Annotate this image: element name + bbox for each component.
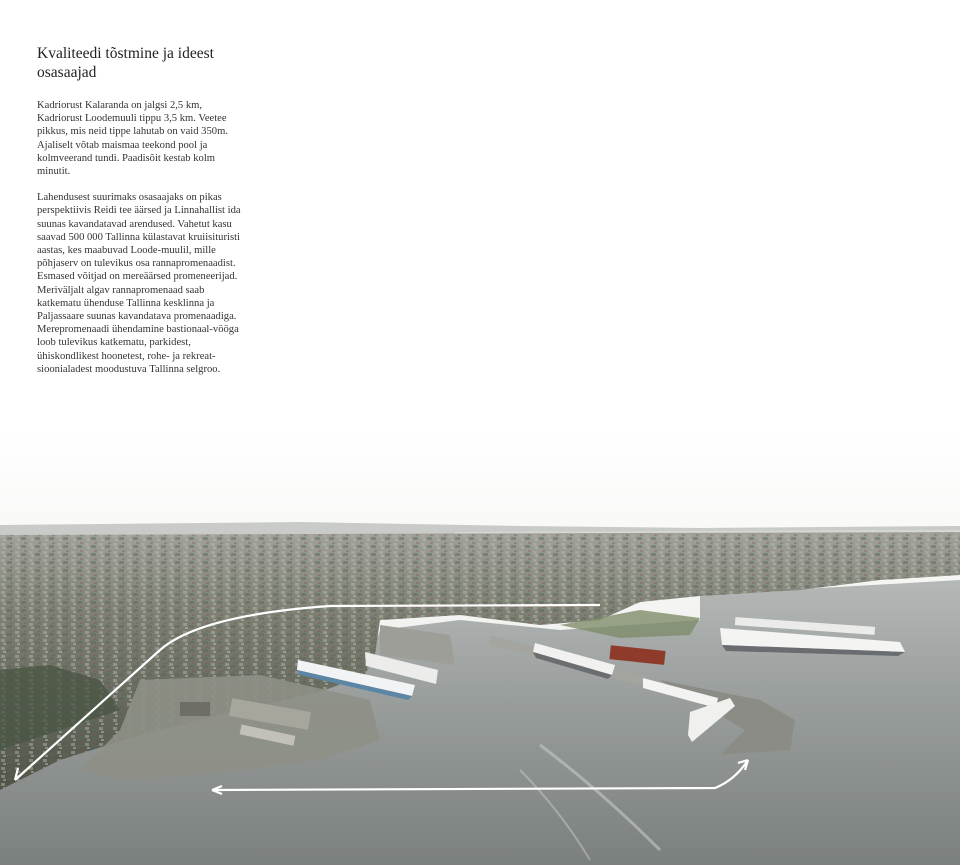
article-title: Kvaliteedi tõstmine ja ideest osasaajad xyxy=(37,45,214,81)
text-column xyxy=(37,44,242,389)
aerial-harbor-photo xyxy=(0,430,960,865)
paragraph-distances: Kadriorust Kalaranda on jalgsi 2,5 km, Kadriorust Loodemuuli tippu 3,5 km. Veetee pikkus, mis neid tippe lahutab on vaid 350m. Ajaliselt võtab maismaa teekond pool ja kolmveerand tundi. Paadisõit kestab kolm minutit. xyxy=(37,100,228,178)
paragraph-beneficiaries: Lahendusest suurimaks osasaajaks on pikas perspektiivis Reidi tee äärsed ja Linnahallist ida suunas kavandatavad arendused. Vahetut kasu saavad 500 000 Tallinna külastavat kruiisituristi aastas, kes maabuvad Loode-muulil, mille põhjaserv on tulevikus osa rannapromenaadist. Esmased võitjad on mereäärsed promeneerijad. Meriväljalt algav rannapromenaad saab katkematu ühenduse Tallinna kesklinna ja Paljassaare suunas kavandatava promenaadiga. Merepromenaadi ühendamine bastionaal-vööga loob tulevikus katkematu, parkidest, ühiskondlikest hoonetest, rohe- ja rekreat-sioonialadest moodustuva Tallinna selgroo. xyxy=(37,192,241,375)
